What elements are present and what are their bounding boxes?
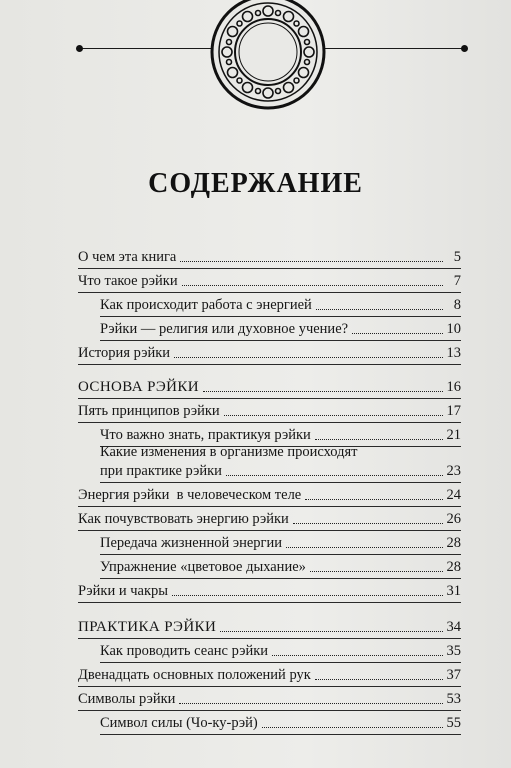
toc-section-heading	[78, 374, 461, 396]
toc-entry-title: Рэйки и чакры	[78, 583, 168, 599]
toc-page-number: 16	[446, 379, 461, 395]
rule-dot-right	[461, 45, 468, 52]
toc-leader	[286, 546, 443, 548]
toc-entry-title: Рэйки — религия или духовное учение?	[100, 321, 349, 337]
toc-leader	[226, 474, 443, 476]
toc-entry-title: Двенадцать основных положений рук	[78, 667, 311, 683]
toc-entry	[78, 482, 461, 504]
toc-entry-title: Как происходит работа с энергией	[100, 297, 312, 313]
toc-leader	[203, 390, 442, 392]
toc-page-number: 55	[446, 715, 461, 731]
toc-leader	[315, 438, 443, 440]
toc-leader	[352, 332, 442, 334]
toc-entry-title: Что такое рэйки	[78, 273, 178, 289]
toc-entry-title: О чем эта книга	[78, 249, 177, 265]
toc-page-number: 28	[446, 535, 461, 551]
toc-entry-title: Как почувствовать энергию рэйки	[78, 511, 289, 527]
toc-entry	[100, 422, 461, 444]
toc-section-heading	[78, 614, 461, 636]
toc-page-number: 28	[446, 559, 461, 575]
toc-leader	[272, 654, 442, 656]
toc-entry	[78, 398, 461, 420]
toc-underline	[78, 602, 461, 603]
toc-entry-title: Что важно знать, практикуя рэйки	[100, 427, 311, 443]
toc-entry	[100, 710, 461, 732]
rule-dot-left	[76, 45, 83, 52]
toc-leader	[316, 308, 443, 310]
toc-entry-title: Пять принципов рэйки	[78, 403, 220, 419]
toc-entry-title: Энергия рэйки в человеческом теле	[78, 487, 302, 503]
toc-leader	[305, 498, 442, 500]
toc-page-number: 34	[446, 619, 461, 635]
toc-entry	[78, 340, 461, 362]
toc-entry-title: Передача жизненной энергии	[100, 535, 282, 551]
toc-entry-title: ПРАКТИКА РЭЙКИ	[78, 619, 217, 635]
toc-entry	[100, 638, 461, 660]
toc-entry	[78, 506, 461, 528]
toc-page-number: 53	[446, 691, 461, 707]
ornament-circle-icon	[210, 0, 326, 116]
toc-entry-title: Как проводить сеанс рэйки	[100, 643, 269, 659]
toc-leader	[224, 414, 443, 416]
toc-entry-title: Символы рэйки	[78, 691, 176, 707]
toc-page-number: 24	[446, 487, 461, 503]
toc-page-number: 5	[453, 249, 461, 265]
toc-underline	[100, 734, 461, 735]
toc-page-number: 23	[446, 463, 461, 479]
toc-entry	[78, 578, 461, 600]
toc-leader	[172, 594, 443, 596]
toc-entry	[100, 292, 461, 314]
toc-leader	[182, 284, 443, 286]
toc-entry-title: История рэйки	[78, 345, 171, 361]
toc-page-number: 17	[446, 403, 461, 419]
toc-leader	[310, 570, 443, 572]
toc-entry	[78, 686, 461, 708]
toc-entry-title: Символ силы (Чо-ку-рэй)	[100, 715, 258, 731]
toc-entry	[78, 244, 461, 266]
toc-leader	[179, 702, 442, 704]
page-title: СОДЕРЖАНИЕ	[148, 168, 363, 199]
toc-leader	[293, 522, 443, 524]
toc-leader	[262, 726, 443, 728]
toc-entry	[100, 444, 461, 480]
toc-leader	[174, 356, 442, 358]
toc-entry-title: Упражнение «цветовое дыхание»	[100, 559, 306, 575]
toc-page-number: 8	[453, 297, 461, 313]
toc-entry-title-line1: Какие изменения в организме происходят	[100, 444, 358, 460]
toc-entry	[100, 554, 461, 576]
toc-page-number: 37	[446, 667, 461, 683]
toc-underline	[78, 364, 461, 365]
toc-page-number: 31	[446, 583, 461, 599]
toc-page-number: 7	[453, 273, 461, 289]
toc-page-number: 21	[446, 427, 461, 443]
toc-entry	[100, 316, 461, 338]
toc-entry	[78, 662, 461, 684]
toc-entry-title: при практике рэйки	[100, 463, 222, 479]
toc-page-number: 13	[446, 345, 461, 361]
toc-entry	[100, 530, 461, 552]
toc-leader	[220, 630, 442, 632]
toc-entry-title: ОСНОВА РЭЙКИ	[78, 379, 200, 395]
toc-entry	[78, 268, 461, 290]
toc-page-number: 26	[446, 511, 461, 527]
toc-leader	[315, 678, 443, 680]
toc-page-number: 35	[446, 643, 461, 659]
toc-leader	[180, 260, 443, 262]
toc-page-number: 10	[446, 321, 461, 337]
